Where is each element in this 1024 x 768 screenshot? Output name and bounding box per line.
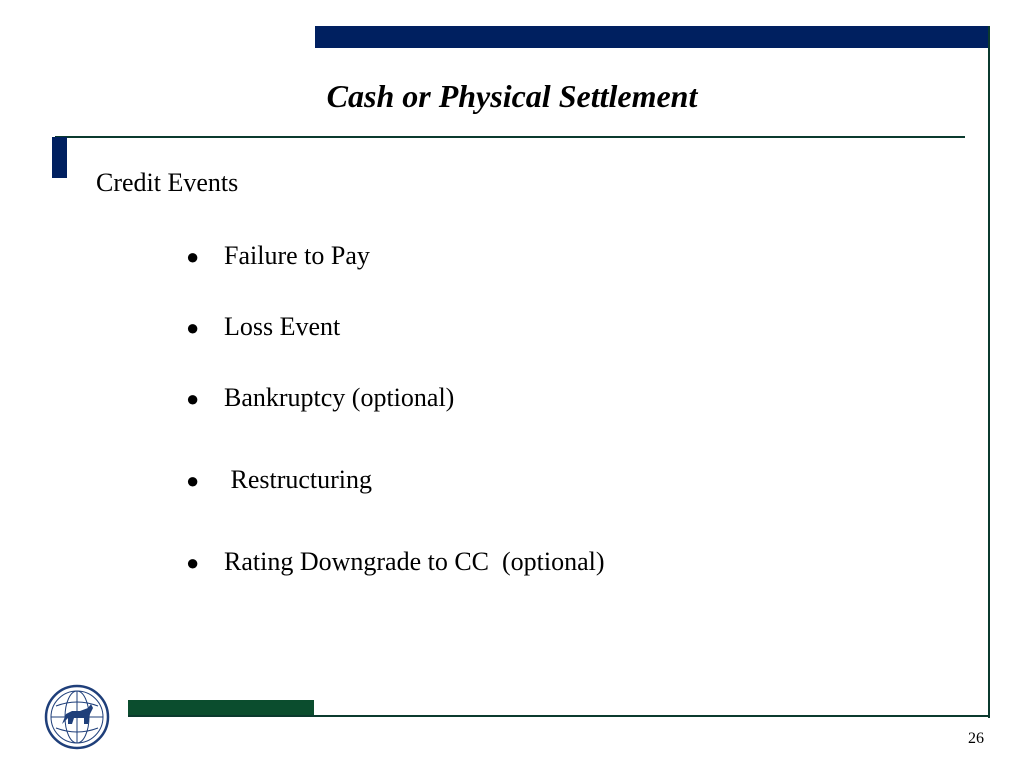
bullet-dot-icon: ● — [186, 315, 200, 340]
bullet-item — [160, 353, 454, 443]
bullet-dot-icon: ● — [186, 468, 200, 493]
section-heading: Credit Events — [96, 168, 239, 197]
page-number: 26 — [968, 730, 984, 747]
bottom-rule-line — [128, 715, 990, 717]
bullet-dot-icon: ● — [186, 550, 200, 575]
bullet-text: Loss Event — [224, 312, 341, 341]
bullet-text: Rating Downgrade to CC (optional) — [224, 547, 605, 576]
bullet-item — [160, 517, 605, 607]
bullet-dot-icon: ● — [186, 244, 200, 269]
bullet-dot-icon: ● — [186, 386, 200, 411]
bullet-text: Failure to Pay — [224, 241, 370, 270]
bottom-green-bar — [128, 700, 314, 716]
top-accent-bar — [315, 26, 989, 48]
title-underline — [55, 136, 965, 138]
bullet-text: Bankruptcy (optional) — [224, 383, 455, 412]
bullet-text: Restructuring — [224, 465, 373, 494]
bullet-item — [160, 435, 372, 525]
slide-title: Cash or Physical Settlement — [326, 78, 698, 114]
left-accent-tab — [52, 137, 67, 178]
right-border-line — [988, 26, 990, 718]
globe-bull-logo-icon — [44, 684, 110, 750]
